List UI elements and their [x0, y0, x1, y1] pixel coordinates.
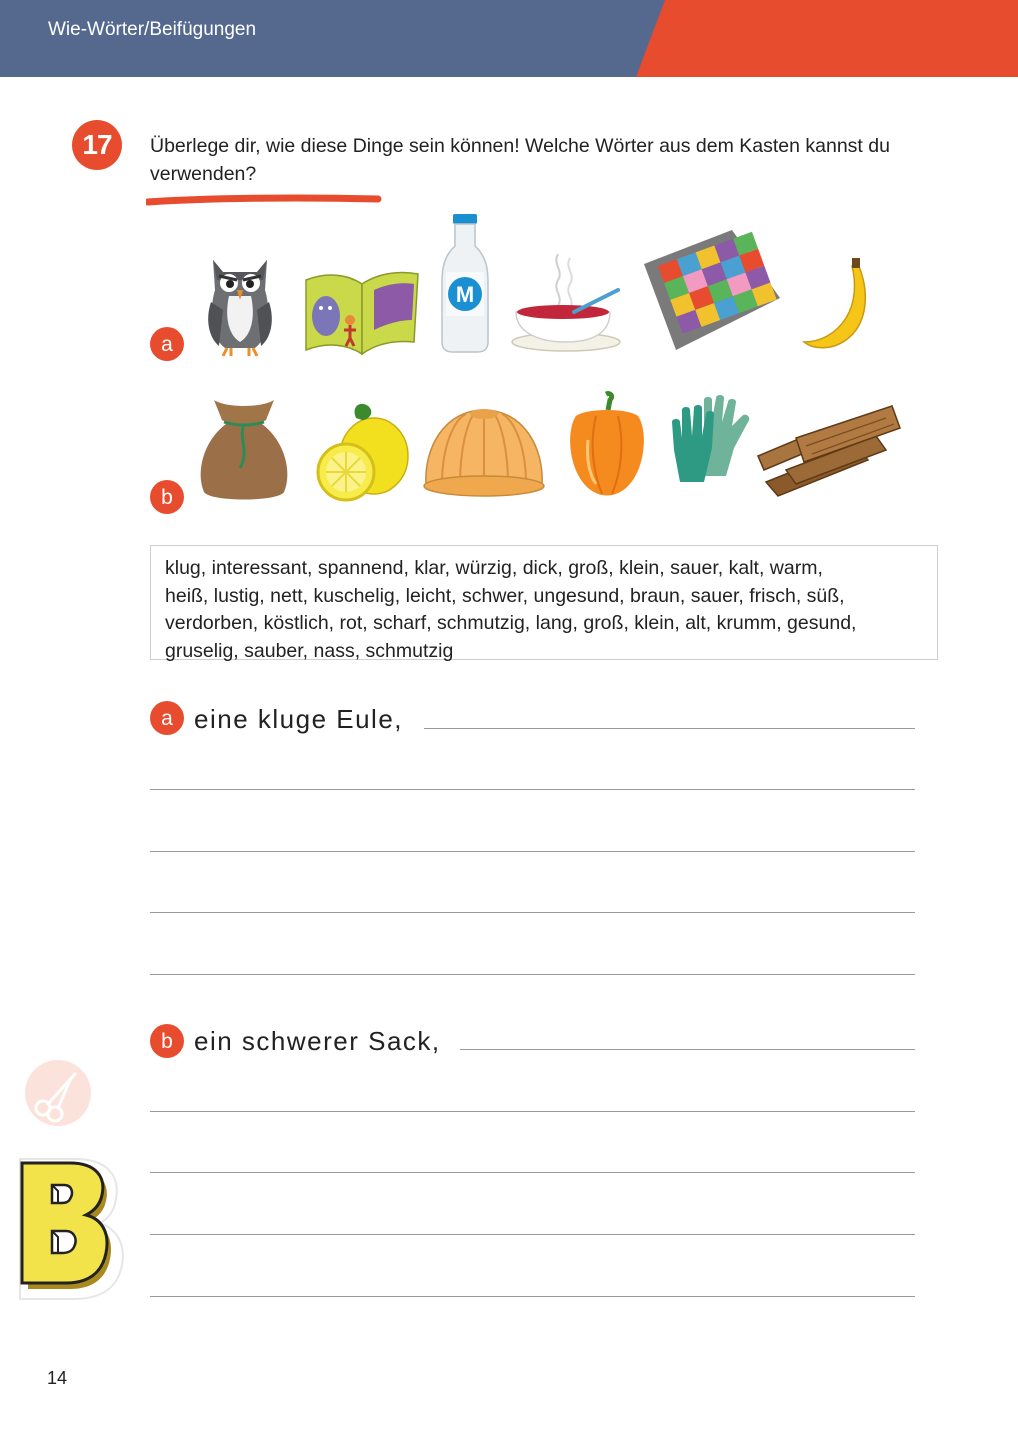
header-title: Wie-Wörter/Beifügungen [48, 19, 257, 40]
answer-a-start: eine kluge Eule, [194, 704, 404, 734]
sack-icon [196, 396, 292, 506]
task-number-badge: 17 [72, 120, 122, 170]
letter-b-logo [16, 1155, 128, 1303]
soup-bowl-icon [508, 250, 624, 356]
page-number: 14 [47, 1368, 68, 1388]
gloves-icon [664, 392, 756, 486]
word-box-line: gruselig, sauber, nass, schmutzig [165, 639, 454, 662]
answer-b-badge: b [150, 1024, 184, 1058]
row-a-badge: a [150, 327, 184, 361]
answer-a-line-2[interactable] [150, 789, 915, 790]
word-box-line: heiß, lustig, nett, kuschelig, leicht, schwer, ungesund, braun, sauer, frisch, süß, [165, 584, 845, 607]
answer-a-line-3[interactable] [150, 851, 915, 852]
lemon-icon [312, 400, 412, 504]
wood-planks-icon [756, 402, 904, 500]
answer-b-line-3[interactable] [150, 1172, 915, 1173]
answer-a-line-1[interactable] [424, 728, 915, 729]
bundt-cake-icon [420, 396, 548, 500]
highlight-underline [146, 194, 382, 208]
answer-a-line-4[interactable] [150, 912, 915, 913]
banana-icon [800, 256, 875, 352]
quilt-icon [640, 226, 785, 354]
answer-a-badge: a [150, 701, 184, 735]
answer-a-line-5[interactable] [150, 974, 915, 975]
word-box [150, 545, 938, 660]
task-instruction: Überlege dir, wie diese Dinge sein können! Welche Wörter aus dem Kasten kannst du verwenden? [150, 135, 890, 185]
bell-pepper-icon [566, 390, 648, 498]
owl-icon [205, 250, 275, 358]
row-b-badge: b [150, 480, 184, 514]
word-box-line: klug, interessant, spannend, klar, würzig, dick, groß, klein, sauer, kalt, warm, [165, 557, 823, 579]
answer-b-line-1[interactable] [460, 1049, 915, 1050]
milk-label-text: M [455, 282, 475, 307]
milk-bottle-icon [440, 212, 490, 354]
scissors-badge [25, 1060, 91, 1126]
book-icon [302, 262, 422, 357]
answer-b-line-5[interactable] [150, 1296, 915, 1297]
answer-b-line-4[interactable] [150, 1234, 915, 1235]
scissors-icon [25, 1060, 91, 1126]
answer-b-start: ein schwerer Sack, [194, 1026, 441, 1056]
word-box-line: verdorben, köstlich, rot, scharf, schmutzig, lang, groß, klein, alt, krumm, gesund, [165, 612, 857, 634]
answer-b-line-2[interactable] [150, 1111, 915, 1112]
